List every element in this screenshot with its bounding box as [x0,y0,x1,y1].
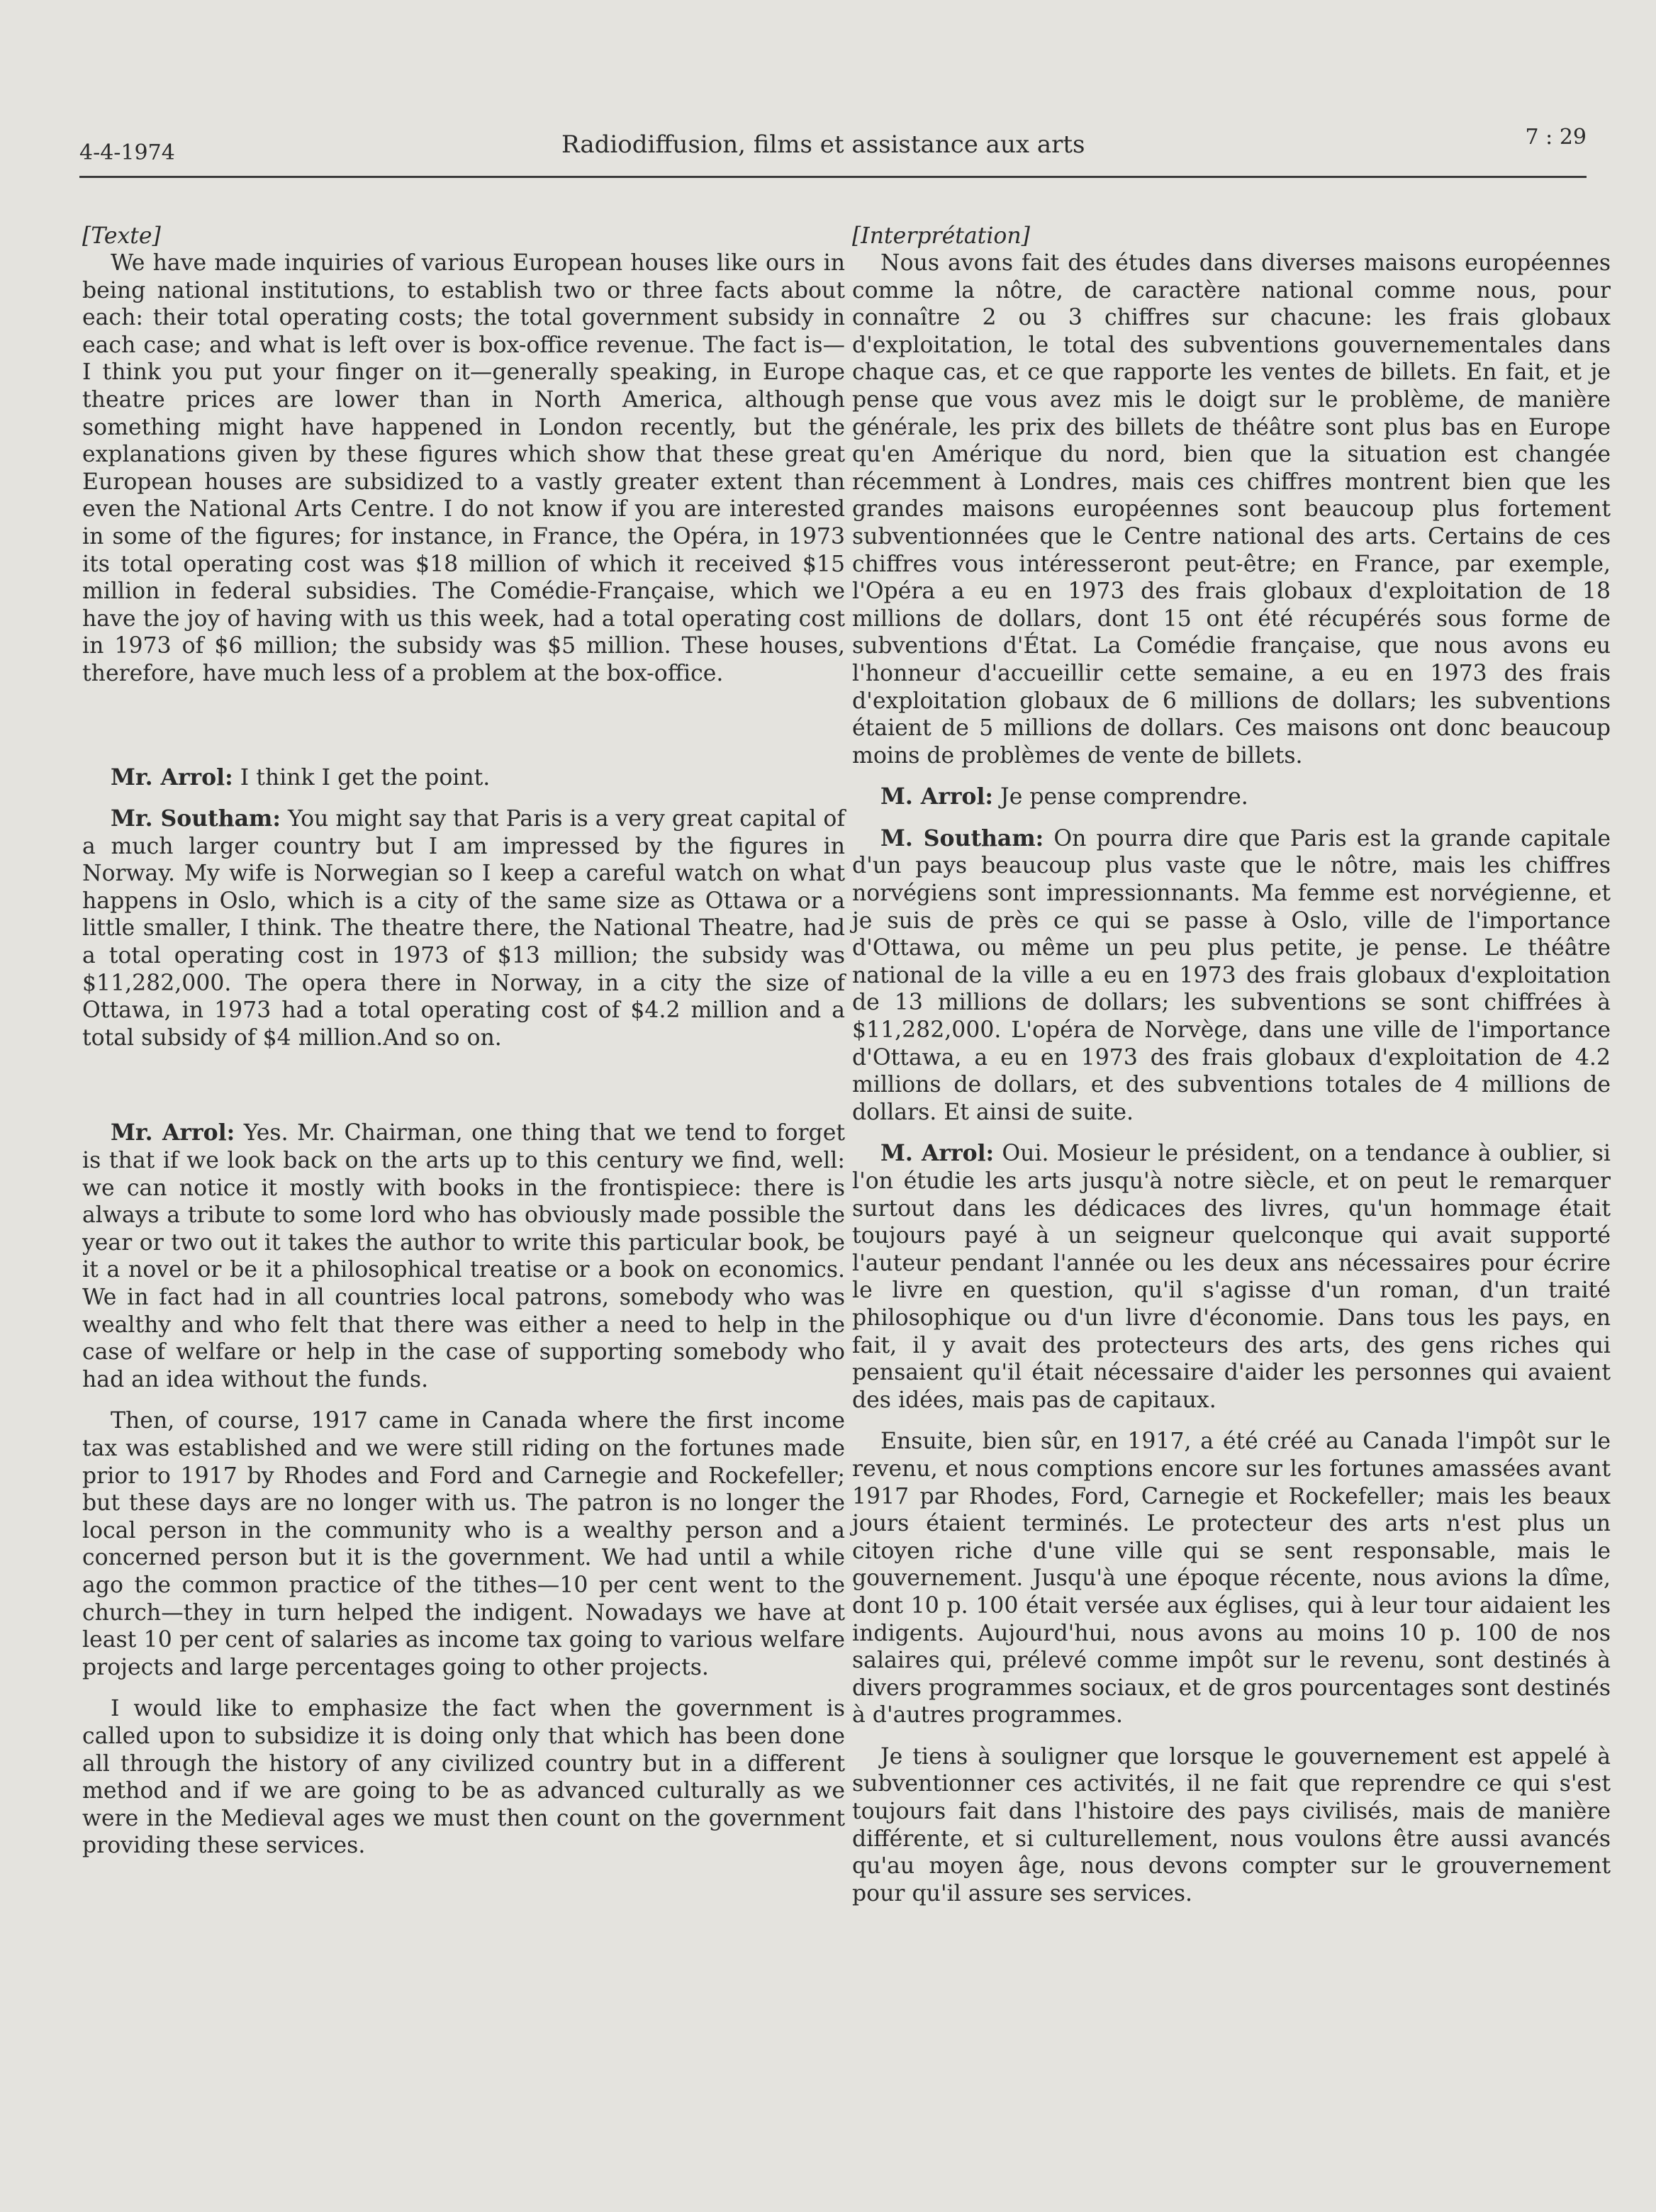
speech-text: I think I get the point. [233,764,491,791]
french-label: [Interprétation] [852,223,1030,249]
speech-text: You might say that Paris is a very great capital of a much larger country but I am impressed by the figures in Norway. My wife is Norwegian so I keep a careful watch on what happens in Oslo, which is a city of the same size as Ottawa or a little smaller, I think. The theatre there, the National Theatre, had a total operating cost in 1973 of $13 million; the subsidy was $11,282,000. The opera there in Norway, in a city the size of Ottawa, in 1973 had a total operating cost of $4.2 million and a total subsidy of $4 million.And so on. [82,806,845,1051]
speech-text: Je pense comprendre. [993,784,1248,810]
english-paragraph-3 [82,805,845,1051]
english-label: [Texte] [82,223,161,249]
speaker-name: M. Arrol: [880,1140,995,1167]
speaker-name: Mr. Arrol: [111,764,233,791]
page-header [79,125,1587,178]
english-paragraph-4 [82,1119,845,1393]
speaker-name: M. Arrol: [880,783,994,810]
english-paragraph-1: We have made inquiries of various European houses like ours in being national institutions, to establish two or three facts about each: their total operating costs; the total government subsidy in each case; and what is left over is box-office revenue. The fact is—I think you put your finger on it—generally speaking, in Europe theatre prices are lower than in North America, although something might have happened in London recently, but the explanations given by these figures which show that these great European houses are subsidized to a vastly greater extent than even the National Arts Centre. I do not know if you are interested in some of the figures; for instance, in France, the Opéra, in 1973 its total operating cost was $18 million of which it received $15 million in federal subsidies. The Comédie-Française, which we have the joy of having with us this week, had a total operating cost in 1973 of $6 million; the subsidy was $5 million. These houses, therefore, have much less of a problem at the box-office. [82,250,845,686]
speaker-name: M. Southam: [880,825,1044,851]
english-paragraph-5: Then, of course, 1917 came in Canada where the first income tax was established and we were still riding on the fortunes made prior to 1917 by Rhodes and Ford and Carnegie and Rockefeller; but these days are no longer with us. The patron is no longer the local person in the community who is a wealthy person and a concerned person but it is the government. We had until a while ago the common practice of the tithes—10 per cent went to the church—they in turn helped the indigent. Nowadays we have at least 10 per cent of salaries as income tax going to various welfare projects and large percentages going to other projects. [82,1408,845,1680]
header-page-number: 7 : 29 [1525,125,1587,150]
french-paragraph-6: Je tiens à souligner que lorsque le gouvernement est appelé à subventionner ces activités, il ne fait que reprendre ce qui s'est toujours fait dans l'histoire des pays civilisés, mais de manière différente, et si culturellement, nous voulons être aussi avancés qu'au moyen âge, nous devons compter sur le grouvernement pour qu'il assure ses services. [852,1743,1611,1906]
speech-text: Oui. Mosieur le président, on a tendance à oublier, si l'on étudie les arts jusqu'à notre siècle, et on peut le remarquer surtout dans les dédicaces des livres, qu'un hommage était toujours payé à un seigneur quelconque qui avait supporté l'auteur pendant l'année ou les deux ans nécessaires pour écrire le livre en question, qu'il s'agisse d'un roman, d'un traité philosophique ou d'un livre d'économie. Dans tous les pays, en fait, il y avait des protecteurs des arts, des gens riches qui pensaient qu'il était nécessaire d'aider les personnes qui avaient des idées, mais pas de capitaux. [852,1141,1611,1413]
english-paragraph-2 [82,764,845,792]
french-column [852,223,1611,1907]
english-paragraph-6: I would like to emphasize the fact when the government is called upon to subsidize it is doing only that which has been done all through the history of any civilized country but in a different method and if we are going to be as advanced culturally as we were in the Medieval ages we must then count on the government providing these services. [82,1696,845,1859]
french-paragraph-4 [852,1140,1611,1414]
french-paragraph-5: Ensuite, bien sûr, en 1917, a été créé au Canada l'impôt sur le revenu, et nous comptions encore sur les fortunes amassées avant 1917 par Rhodes, Ford, Carnegie et Rockefeller; mais les beaux jours étaient terminés. Le protecteur des arts n'est plus un citoyen riche d'une ville qui se sent responsable, mais le gouvernement. Jusqu'à une époque récente, nous avions la dîme, dont 10 p. 100 était versée aux églises, qui à leur tour aidaient les indigents. Aujourd'hui, nous avons au moins 10 p. 100 de nos salaires qui, prélevé comme impôt sur le revenu, sont destinés à divers programmes sociaux, et de gros pourcentages sont destinés à d'autres programmes. [852,1429,1611,1728]
speaker-name: Mr. Arrol: [111,1119,235,1146]
french-paragraph-3 [852,825,1611,1127]
speech-text: On pourra dire que Paris est la grande capitale d'un pays beaucoup plus vaste que le nôtre, mais les chiffres norvégiens sont impressionnants. Ma femme est norvégienne, et je suis de près ce qui se passe à Oslo, ville de l'importance d'Ottawa, ou même un peu plus petite, je pense. Le théâtre national de la ville a eu en 1973 des frais globaux d'exploitation de 13 millions de dollars; les subventions se sont chiffrées à $11,282,000. L'opéra de Norvège, dans une ville de l'importance d'Ottawa, a eu en 1973 des frais globaux d'exploitation de 4.2 millions de dollars, et des subventions totales de 4 millions de dollars. Et ainsi de suite. [852,825,1611,1125]
speech-text: Yes. Mr. Chairman, one thing that we tend to forget is that if we look back on the arts up to this century we find, well: we can notice it mostly with books in the frontispiece: there is always a tribute to some lord who has obviously made possible the year or two out it takes the author to write this particular book, be it a novel or be it a philosophical treatise or a book on economics. We in fact had in all countries local patrons, somebody who was wealthy and who felt that there was either a need to help in the case of welfare or help in the case of supporting somebody who had an idea without the funds. [82,1120,846,1392]
header-title: Radiodiffusion, films et assistance aux arts [561,130,1085,159]
french-paragraph-2 [852,783,1611,811]
speaker-name: Mr. Southam: [111,805,281,832]
english-column [82,223,845,1860]
header-date: 4-4-1974 [79,140,175,165]
french-paragraph-1: Nous avons fait des études dans diverses maisons européennes comme la nôtre, de caractère national comme nous, pour connaître 2 ou 3 chiffres sur chacune: les frais globaux d'exploitation, le total des subventions gouvernementales dans chaque cas, et ce que rapporte les ventes de billets. En fait, et je pense que vous avez mis le doigt sur le problème, de manière générale, les prix des billets de théâtre sont plus bas en Europe qu'en Amérique du nord, bien que la situation est changée récemment à Londres, mais ces chiffres montrent bien que les grandes maisons européennes sont beaucoup plus fortement subventionnées que le Centre national des arts. Certains de ces chiffres vous intéresseront peut-être; en France, par exemple, l'Opéra a eu en 1973 des frais globaux d'exploitation de 18 millions de dollars, dont 15 ont été récupérés sous forme de subventions d'État. La Comédie française, que nous avons eu l'honneur d'accueillir cette semaine, a eu en 1973 des frais d'exploitation globaux de 6 millions de dollars; les subventions étaient de 5 millions de dollars. Ces maisons ont donc beaucoup moins de problèmes de vente de billets. [852,250,1611,769]
